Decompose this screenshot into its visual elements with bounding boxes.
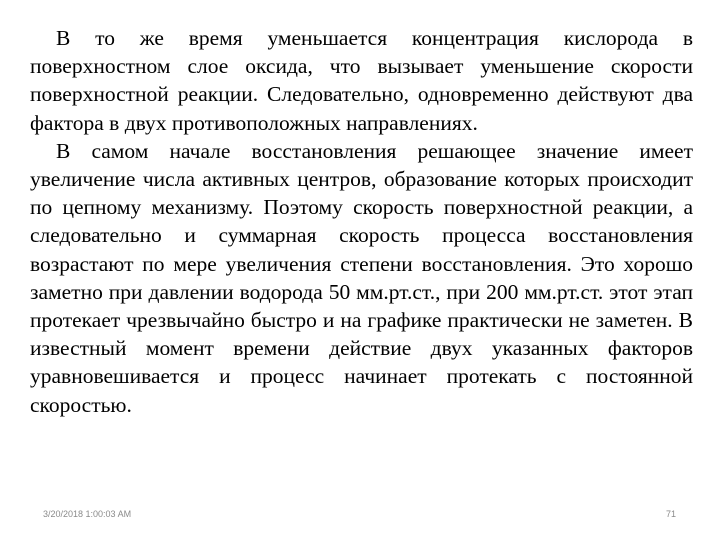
paragraph-2: В самом начале восстановления решающее значение имеет увеличение числа активных центров, образование которых происходит по цепному механизму. Поэтому скорость поверхностной реакции, а следовательно и суммарная скорость процесса восстановления возрастают по мере увеличения степени восстановления. Это хорошо заметно при давлении водорода 50 мм.рт.ст., при 200 мм.рт.ст. этот этап протекает чрезвычайно быстро и на графике практически не заметен. В известный момент времени действие двух указанных факторов уравновешивается и процесс начинает протекать с постоянной скоростью. — [30, 138, 693, 417]
paragraph-1: В то же время уменьшается концентрация кислорода в поверхностном слое оксида, что вызывает уменьшение скорости поверхностной реакции. Следовательно, одновременно действуют два фактора в двух противоположных направлениях. — [30, 26, 693, 135]
footer-date: 3/20/2018 1:00:03 AM — [43, 509, 132, 519]
slide-body-text — [30, 24, 693, 419]
footer-page-number: 71 — [666, 509, 677, 519]
